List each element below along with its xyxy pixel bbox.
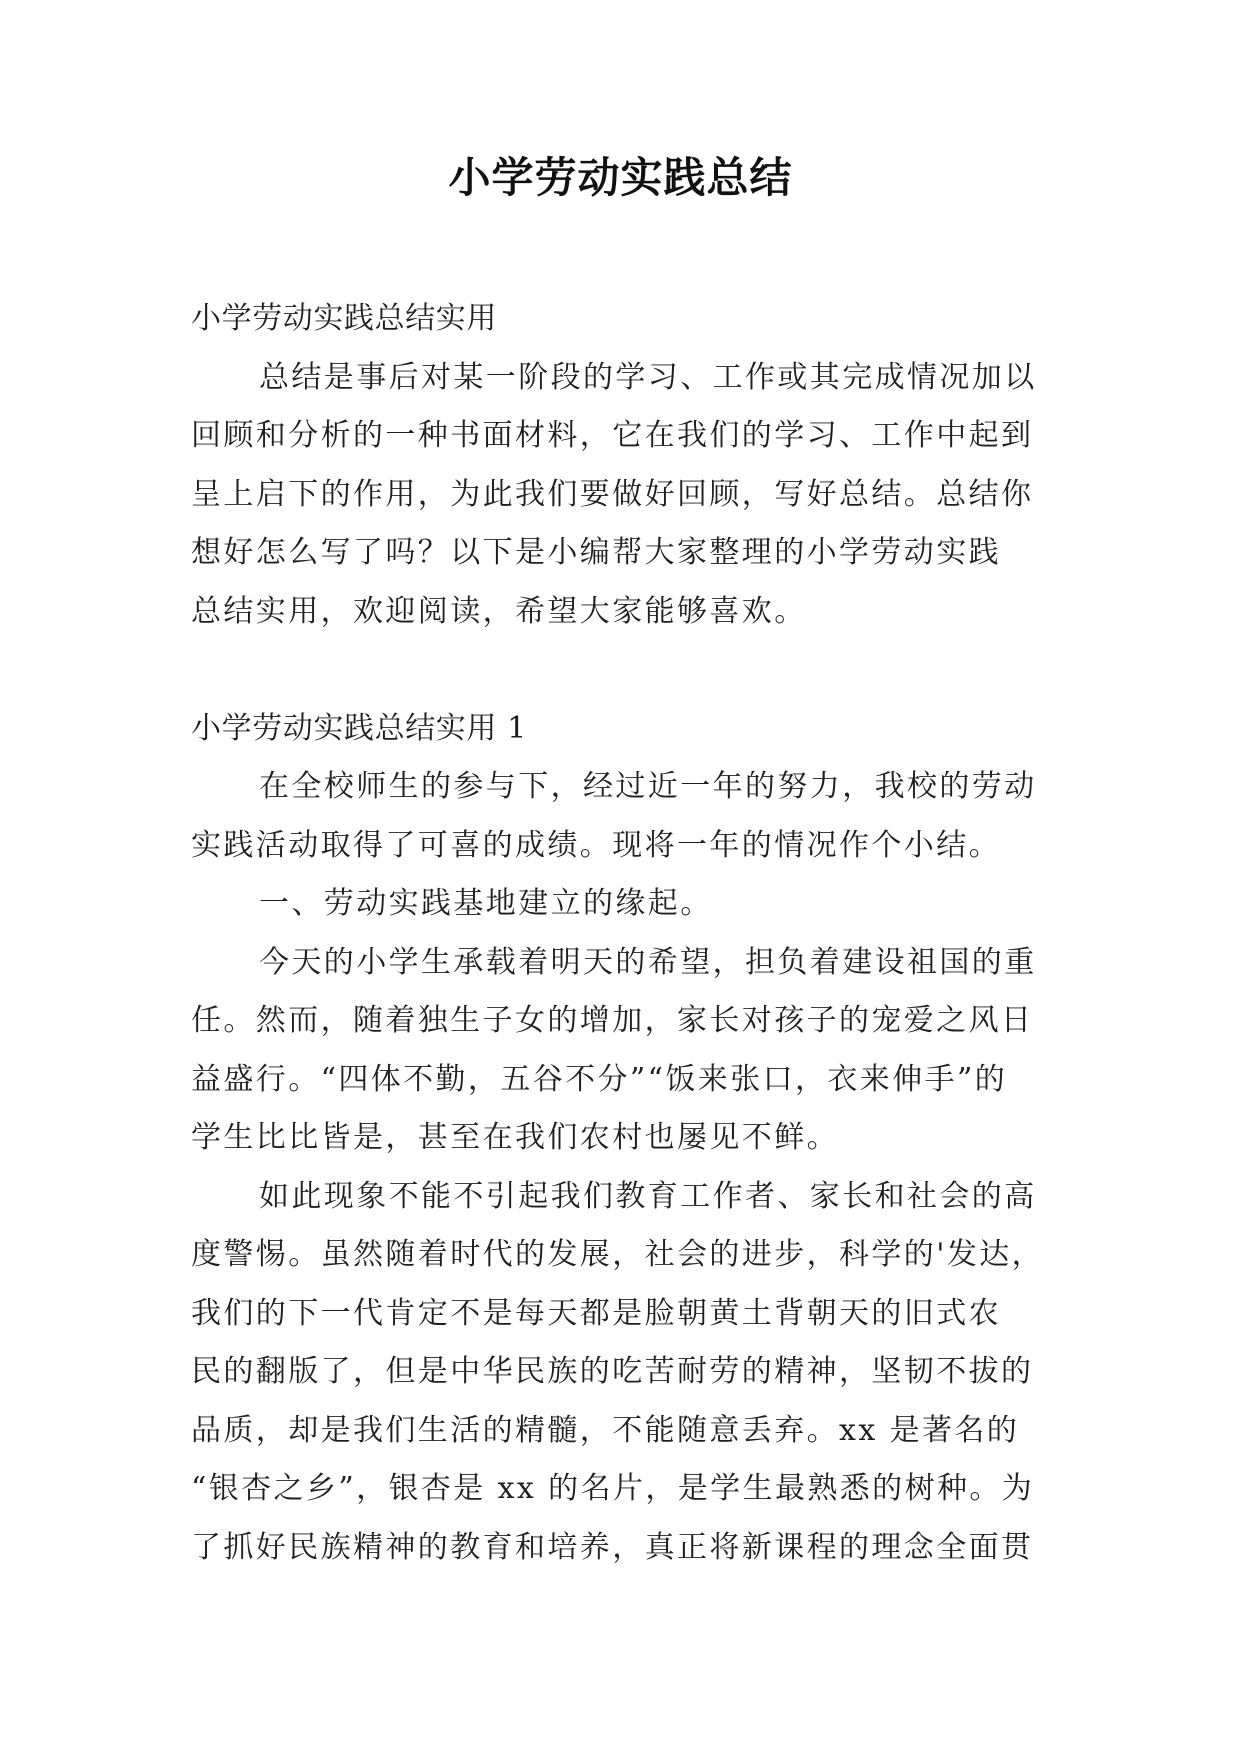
para2-line-1: 今天的小学生承载着明天的希望，担负着建设祖国的重 <box>259 944 1037 980</box>
para1-line-2: 实践活动取得了可喜的成绩。现将一年的情况作个小结。 <box>191 827 1001 863</box>
para3-line-1: 如此现象不能不引起我们教育工作者、家长和社会的高 <box>259 1178 1037 1214</box>
subtitle: 小学劳动实践总结实用 <box>191 301 497 336</box>
item-heading-1: 一、劳动实践基地建立的缘起。 <box>259 886 713 921</box>
document-body <box>191 290 1071 1577</box>
intro-line-5: 总结实用，欢迎阅读，希望大家能够喜欢。 <box>191 593 807 629</box>
para2-line-3: 益盛行。“四体不勤，五谷不分”“饭来张口，衣来伸手”的 <box>191 1061 1008 1097</box>
section-heading: 小学劳动实践总结实用 1 <box>191 710 527 746</box>
para3-line-4: 民的翻版了，但是中华民族的吃苦耐劳的精神，坚韧不拔的 <box>191 1354 1034 1389</box>
intro-line-1: 总结是事后对某一阶段的学习、工作或其完成情况加以 <box>259 359 1037 395</box>
para3-line-5: 品质，却是我们生活的精髓，不能随意丢弃。xx 是著名的 <box>191 1412 1020 1448</box>
para2-line-2: 任。然而，随着独生子女的增加，家长对孩子的宠爱之风日 <box>191 1003 1034 1038</box>
para3-line-7: 了抓好民族精神的教育和培养，真正将新课程的理念全面贯 <box>191 1529 1034 1565</box>
intro-line-3: 呈上启下的作用，为此我们要做好回顾，写好总结。总结你 <box>191 476 1034 512</box>
para2-line-4: 学生比比皆是，甚至在我们农村也屡见不鲜。 <box>191 1120 839 1155</box>
paragraph-gap <box>191 641 1071 700</box>
intro-line-2: 回顾和分析的一种书面材料，它在我们的学习、工作中起到 <box>191 418 1034 453</box>
para1-line-1: 在全校师生的参与下，经过近一年的努力，我校的劳动 <box>259 769 1037 804</box>
document-title: 小学劳动实践总结 <box>448 153 793 202</box>
para3-line-6: “银杏之乡”，银杏是 xx 的名片，是学生最熟悉的树种。为 <box>191 1471 1035 1506</box>
intro-line-4: 想好怎么写了吗？以下是小编帮大家整理的小学劳动实践 <box>191 535 1001 570</box>
para3-line-2: 度警惕。虽然随着时代的发展，社会的进步，科学的'发达， <box>191 1237 1045 1272</box>
para3-line-3: 我们的下一代肯定不是每天都是脸朝黄土背朝天的旧式农 <box>191 1295 1001 1331</box>
